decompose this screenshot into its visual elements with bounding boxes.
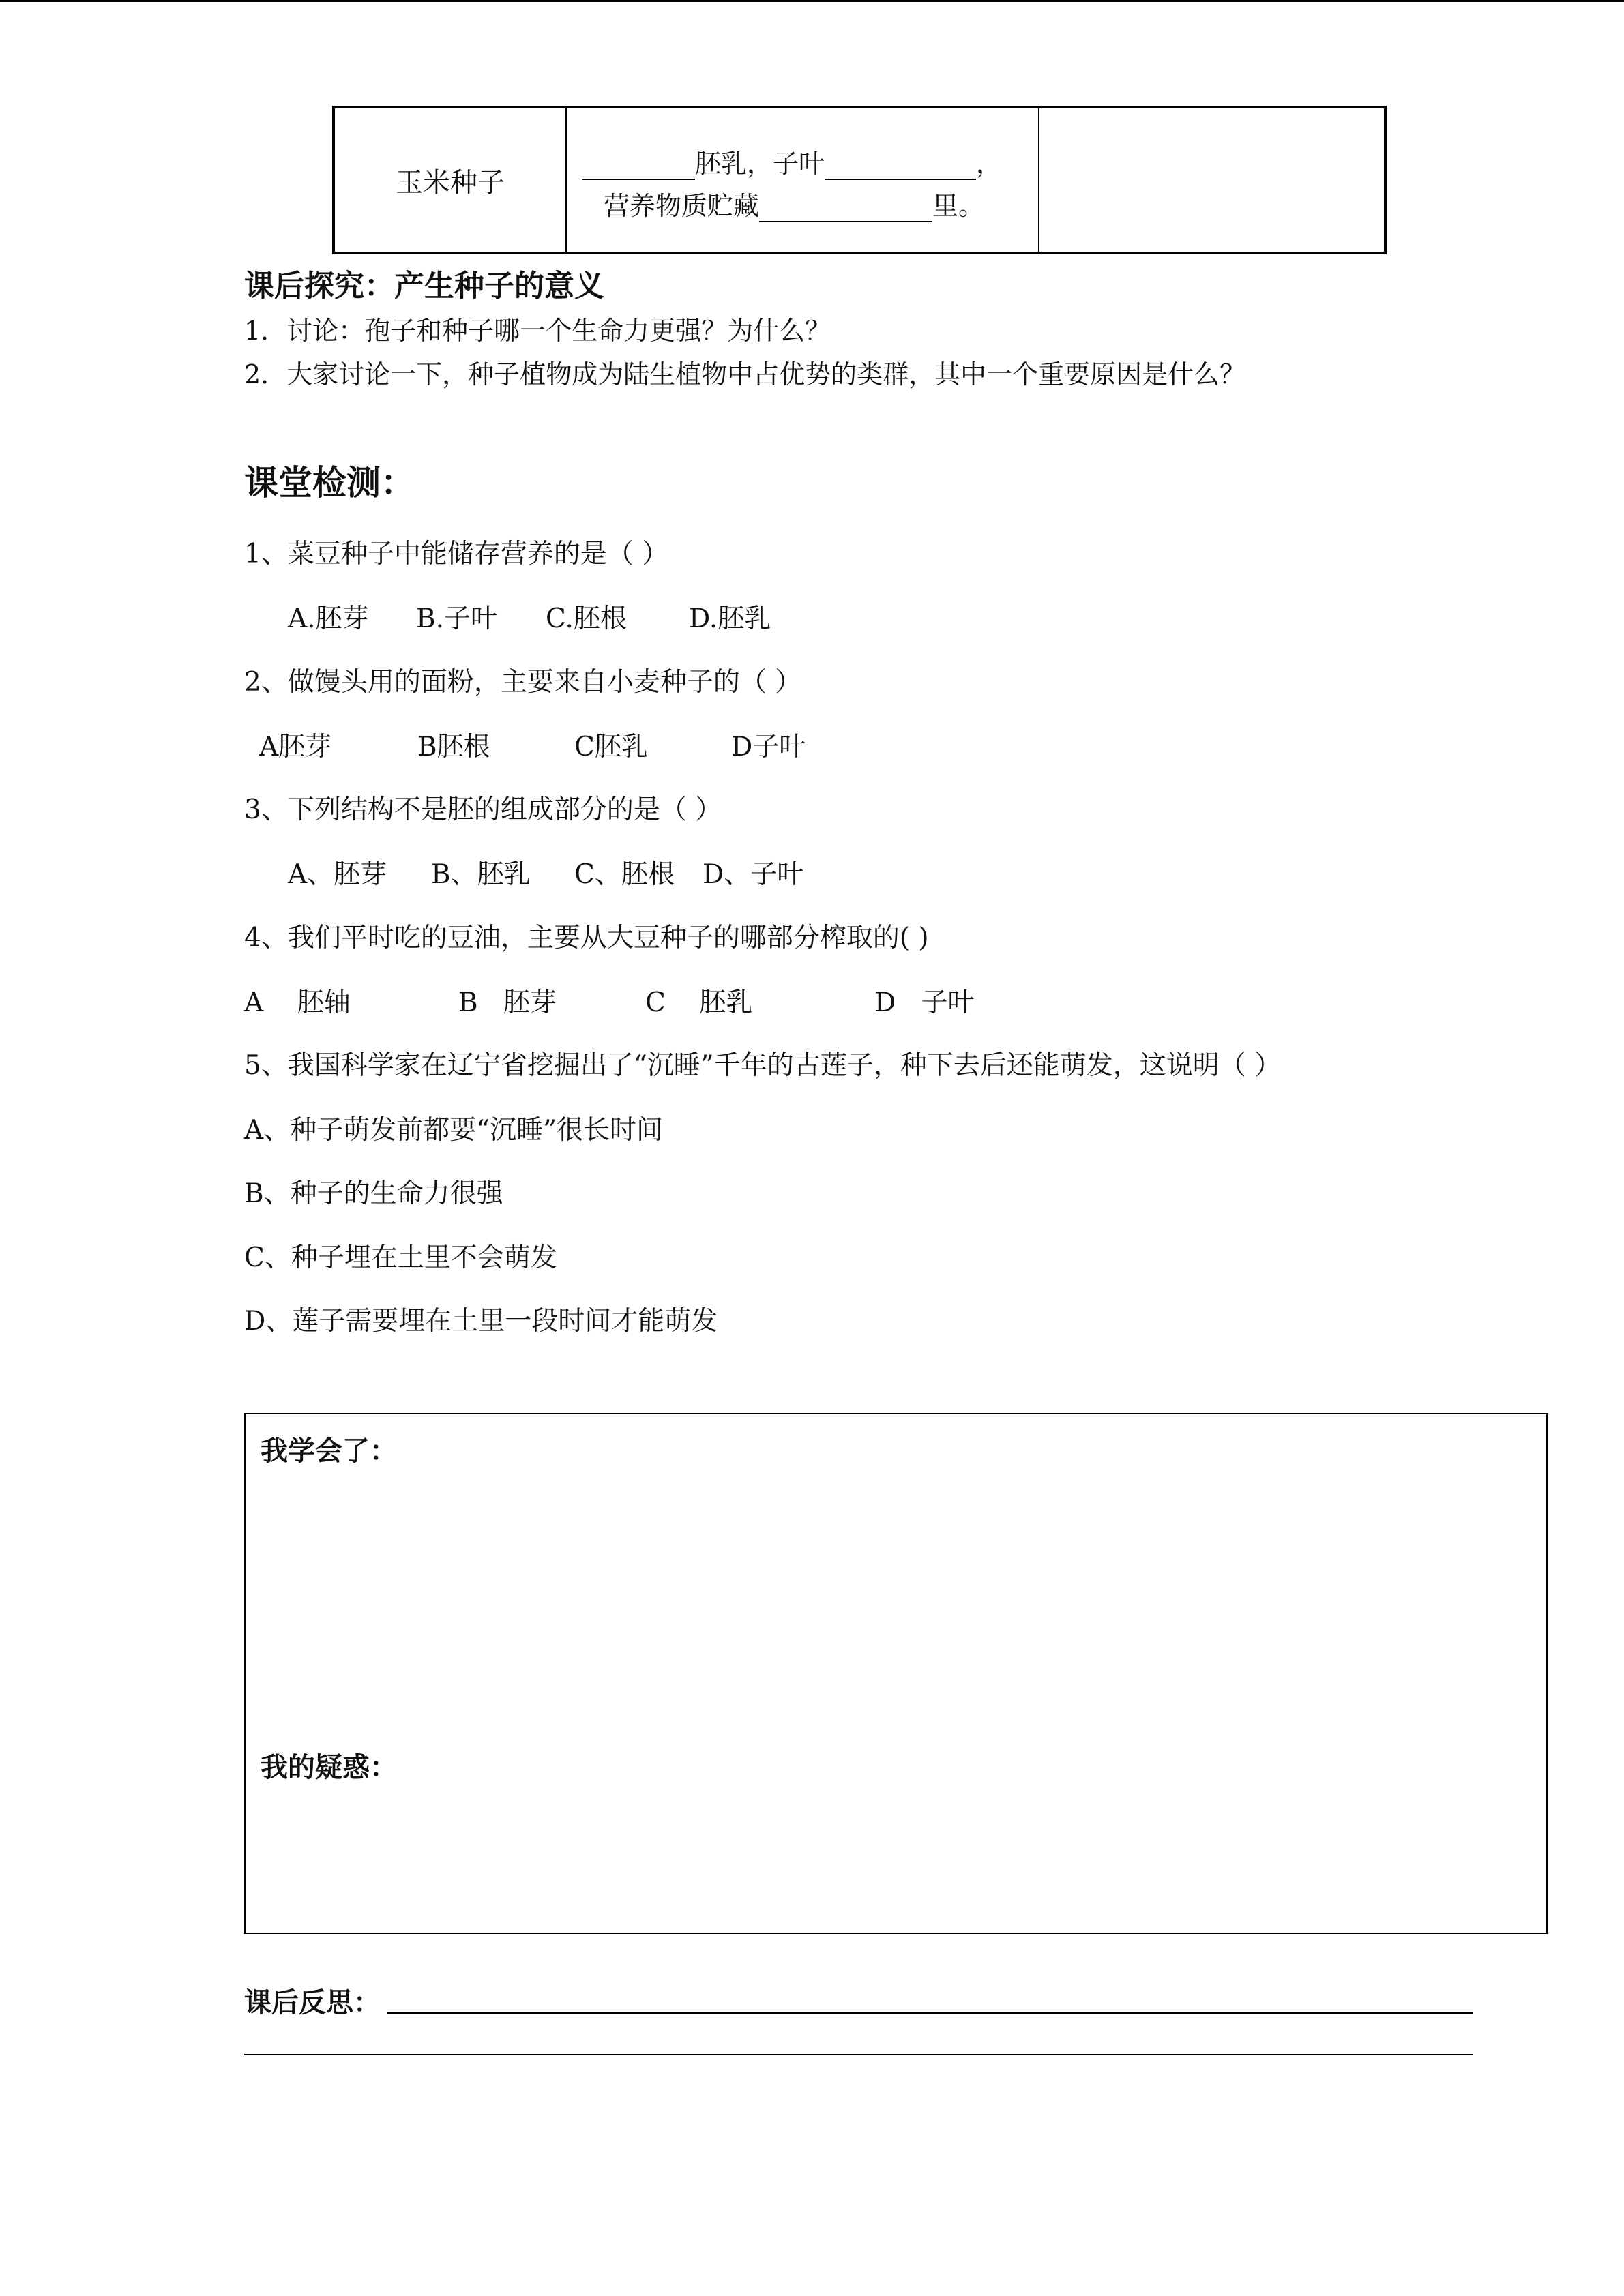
q5-option-b: B、种子的生命力很强 bbox=[244, 1178, 503, 1209]
reflection-label: 课后反思： bbox=[244, 1987, 381, 2018]
q2-option-d: D子叶 bbox=[731, 732, 806, 762]
q5-option-a: A、种子萌发前都要“沉睡”很长时间 bbox=[244, 1115, 664, 1146]
exploration-item-2: 2．大家讨论一下，种子植物成为陆生植物中占优势的类群，其中一个重要原因是什么？ bbox=[244, 359, 1246, 389]
seed-structure-table bbox=[332, 106, 1387, 254]
table-cell-seed-name bbox=[335, 108, 567, 252]
learning-summary-box bbox=[244, 1413, 1548, 1934]
question-3: 3、下列结构不是胚的组成部分的是（ ） bbox=[244, 794, 722, 825]
q4-option-b: B 胚芽 bbox=[458, 987, 557, 1018]
page-top-border bbox=[0, 0, 1624, 2]
fill-blank[interactable] bbox=[825, 149, 976, 180]
q3-option-b: B、胚乳 bbox=[431, 859, 531, 890]
question-2: 2、做馒头用的面粉，主要来自小麦种子的（ ） bbox=[244, 667, 802, 698]
exploration-item-1: 1．讨论：孢子和种子哪一个生命力更强？为什么？ bbox=[244, 316, 831, 346]
table-line-2: 营养物质贮藏 里。 bbox=[604, 191, 985, 221]
reflection-line-2[interactable] bbox=[244, 2054, 1473, 2055]
table-line-1: 胚乳，子叶 ， bbox=[582, 143, 1002, 180]
corn-seed-label: 玉米种子 bbox=[396, 166, 505, 198]
q3-option-c: C、胚根 bbox=[574, 859, 675, 890]
q5-option-d: D、莲子需要埋在土里一段时间才能萌发 bbox=[244, 1306, 718, 1337]
q4-option-d: D 子叶 bbox=[874, 987, 975, 1018]
q3-option-d: D、子叶 bbox=[703, 859, 804, 890]
q3-option-a: A、胚芽 bbox=[288, 859, 387, 890]
q5-option-c: C、种子埋在土里不会萌发 bbox=[244, 1242, 557, 1273]
question-1: 1、菜豆种子中能储存营养的是（ ） bbox=[244, 539, 669, 569]
table-cell-structure bbox=[567, 108, 1039, 252]
exploration-title: 课后探究：产生种子的意义 bbox=[244, 269, 604, 303]
doubts-label: 我的疑惑： bbox=[261, 1752, 397, 1783]
q1-option-c: C.胚根 bbox=[546, 603, 627, 634]
question-4: 4、我们平时吃的豆油，主要从大豆种子的哪部分榨取的( ) bbox=[244, 923, 929, 953]
q2-option-b: B胚根 bbox=[417, 732, 490, 762]
reflection-line-1[interactable] bbox=[387, 2012, 1473, 2014]
q2-option-a: A胚芽 bbox=[259, 732, 332, 762]
question-5: 5、我国科学家在辽宁省挖掘出了“沉睡”千年的古莲子，种下去后还能萌发，这说明（ ） bbox=[244, 1050, 1282, 1081]
q2-option-c: C胚乳 bbox=[574, 732, 648, 762]
fill-blank[interactable] bbox=[582, 149, 695, 180]
test-title: 课堂检测： bbox=[244, 463, 415, 503]
q1-option-d: D.胚乳 bbox=[689, 603, 771, 634]
fill-blank[interactable] bbox=[759, 191, 932, 222]
table-cell-empty bbox=[1039, 108, 1384, 252]
q4-option-c: C 胚乳 bbox=[645, 987, 753, 1018]
q1-option-b: B.子叶 bbox=[416, 603, 498, 634]
learned-label: 我学会了： bbox=[261, 1435, 397, 1467]
q4-option-a: A 胚轴 bbox=[244, 987, 351, 1018]
q1-option-a: A.胚芽 bbox=[288, 603, 369, 634]
